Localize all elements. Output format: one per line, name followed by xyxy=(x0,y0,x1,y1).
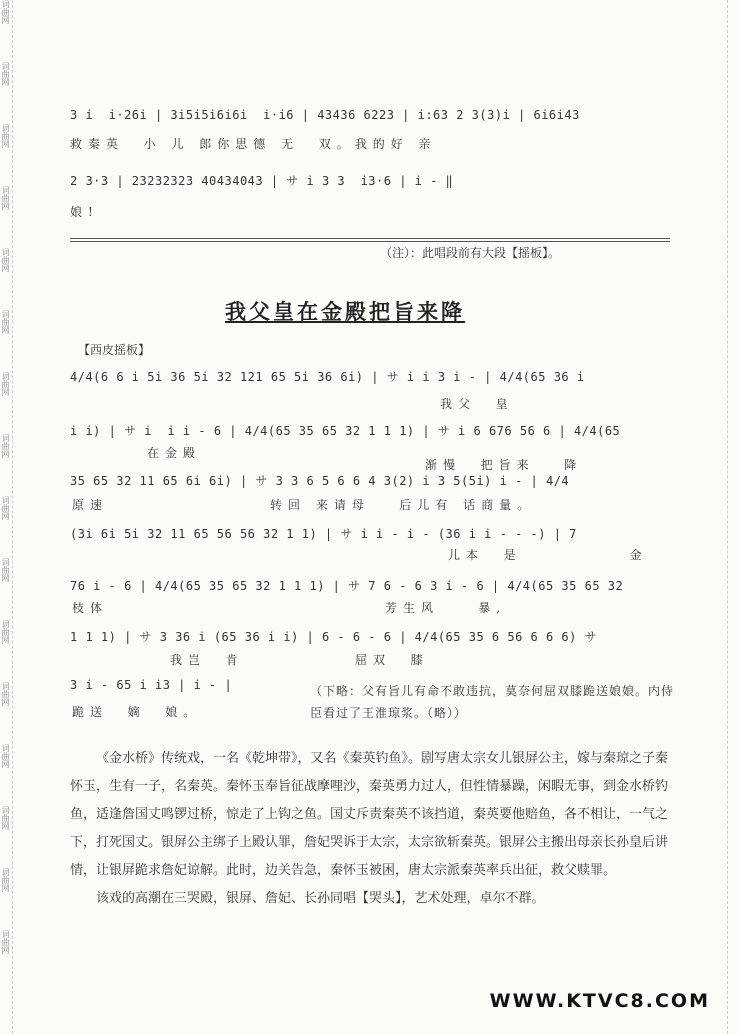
side-mark: 词曲网 xyxy=(1,0,10,24)
lyric-line: 枝体 xyxy=(72,601,109,615)
site-watermark: WWW.KTVC8.COM xyxy=(489,990,710,1012)
notation-line: 4/4(6 6 i 5i 36 5i 32 121 65 5i 36 6i) | サ i i 3 i - | 4/4(65 36 i xyxy=(70,370,585,384)
side-mark: 词曲网 xyxy=(1,310,10,334)
tempo-marking: 【西皮摇板】 xyxy=(78,343,151,357)
notation-line: 76 i - 6 | 4/4(65 35 65 32 1 1 1) | サ 7 6 - 6 3 i - 6 | 4/4(65 35 65 32 xyxy=(70,579,624,593)
lyric-line: 跪送 嫡 娘。 xyxy=(72,705,202,719)
lyric-line: 在金殿 xyxy=(147,446,202,460)
lyric-line: 我岂 肯 xyxy=(170,653,244,667)
side-mark: 词曲网 xyxy=(1,930,10,954)
lyric-line: 救秦英 小 儿 郎你思德 无 双。我的好 亲 xyxy=(70,137,437,151)
side-mark: 词曲网 xyxy=(1,496,10,520)
description-text xyxy=(70,745,680,913)
side-mark: 词曲网 xyxy=(1,434,10,458)
side-mark: 词曲网 xyxy=(1,124,10,148)
notation-line: 3 i - 65 i i3 | i - | xyxy=(70,678,233,692)
side-mark: 词曲网 xyxy=(1,806,10,830)
side-mark: 词曲网 xyxy=(1,372,10,396)
notation-line: i i) | サ i i i - 6 | 4/4(65 35 65 32 1 1 1) | サ i 6 676 56 6 | 4/4(65 xyxy=(70,424,621,438)
side-mark: 词曲网 xyxy=(1,62,10,86)
lyric-line: 屈双 膝 xyxy=(355,653,429,667)
lyric-line: 渐慢 把旨来 降 xyxy=(425,458,583,472)
section-divider xyxy=(70,241,670,242)
description-paragraph: 该戏的高潮在三哭殿，银屏、詹妃、长孙同唱【哭头】，艺术处理，卓尔不群。 xyxy=(96,891,545,906)
side-mark: 词曲网 xyxy=(1,620,10,644)
description-paragraph: 《金水桥》传统戏，一名《乾坤带》，又名《秦英钓鱼》。剧写唐太宗女儿银屏公主，嫁与秦琼之子秦怀玉，生有一子，名秦英。秦怀玉奉旨征战摩哩沙，秦英勇力过人，但性情暴躁，闲暇无事，到金水桥钓鱼，适逢詹国丈鸣锣过桥，惊走了上钩之鱼。国丈斥责秦英不该挡道，秦英要他赔鱼，各不相让，一气之下，打死国丈。银屏公主绑子上殿认罪，詹妃哭诉于太宗，太宗欲斩秦英。银屏公主搬出母亲长孙皇后讲情，让银屏跪求詹妃谅解。此时，边关告急，秦怀玉被困，唐太宗派秦英率兵出征，救父赎罪。 xyxy=(70,751,669,878)
lyric-line: 转回 来请母 后儿有 话商量。 xyxy=(270,498,536,512)
side-mark: 词曲网 xyxy=(1,186,10,210)
lyric-line: 儿本 是 金 xyxy=(448,548,648,562)
lyric-line: 原速 xyxy=(72,498,109,512)
lyric-line: 我父 皇 xyxy=(440,397,514,411)
side-mark: 词曲网 xyxy=(1,744,10,768)
right-margin-strip xyxy=(727,0,740,1034)
notation-line: 2 3·3 | 23232323 40434043 | サ i 3 3 i3·6 | i - ‖ xyxy=(70,174,454,188)
side-mark: 词曲网 xyxy=(1,682,10,706)
side-mark: 词曲网 xyxy=(1,248,10,272)
lyric-footnote: （下略：父有旨儿有命不敢违抗，莫奈何屈双膝跪送娘娘。内侍臣看过了王淮琼浆。（略）） xyxy=(310,684,675,720)
lyric-line: 芳生风 暴, xyxy=(385,601,507,615)
notation-line: 35 65 32 11 65 6i 6i) | サ 3 3 6 5 6 6 4 3(2) i 3 5(5i) i - | 4/4 xyxy=(70,474,570,488)
notation-line: 1 1 1) | サ 3 36 i (65 36 i i) | 6 - 6 - 6 | 4/4(65 35 6 56 6 6 6) サ xyxy=(70,630,598,644)
notation-line: (3i 6i 5i 32 11 65 56 56 32 1 1) | サ i i - i - (36 i i - - -) | 7 xyxy=(70,527,577,541)
side-mark: 词曲网 xyxy=(1,868,10,892)
lyric-line: 娘! xyxy=(70,205,99,219)
song-title: 我父皇在金殿把旨来降 xyxy=(225,299,465,324)
annotation-note: （注）：此唱段前有大段【摇板】。 xyxy=(380,246,561,260)
section-divider xyxy=(70,238,670,239)
notation-line: 3 i i·26i | 3i5i5i6i6i i·i6 | 43436 6223 | i:63 2 3(3)i | 6i6i43 xyxy=(70,108,580,122)
side-mark: 词曲网 xyxy=(1,558,10,582)
